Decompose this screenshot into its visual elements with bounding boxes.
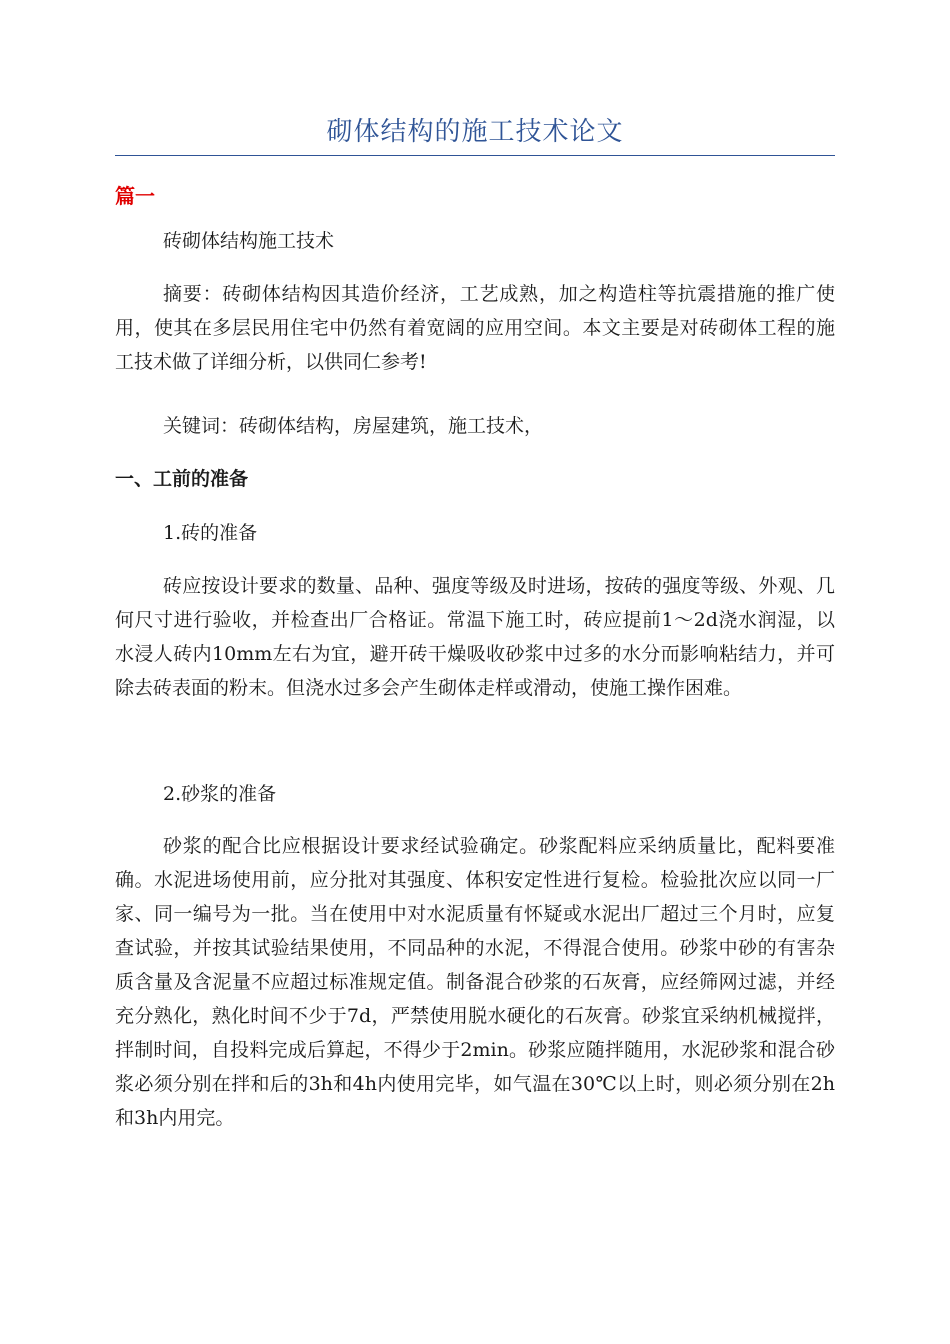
section-heading-1: 一、工前的准备 <box>115 468 249 490</box>
subsection-heading-mortar: 2.砂浆的准备 <box>163 783 277 805</box>
article-title: 砖砌体结构施工技术 <box>163 230 335 252</box>
abstract-paragraph: 摘要：砖砌体结构因其造价经济，工艺成熟，加之构造柱等抗震措施的推广使用，使其在多层民用住宅中仍然有着宽阔的应用空间。本文主要是对砖砌体工程的施工技术做了详细分析，以供同仁参考! <box>115 283 835 373</box>
brick-preparation-paragraph: 砖应按设计要求的数量、品种、强度等级及时进场，按砖的强度等级、外观、几何尺寸进行验收，并检查出厂合格证。常温下施工时，砖应提前1～2d浇水润湿，以水浸人砖内10mm左右为宜，避开砖干燥吸收砂浆中过多的水分而影响粘结力，并可除去砖表面的粉末。但浇水过多会产生砌体走样或滑动，使施工操作困难。 <box>115 575 835 699</box>
subsection-heading-brick: 1.砖的准备 <box>163 522 258 544</box>
document-title: 砌体结构的施工技术论文 <box>326 117 624 147</box>
part-label: 篇一 <box>115 184 155 208</box>
title-underline <box>115 155 835 156</box>
keywords-paragraph: 关键词：砖砌体结构，房屋建筑，施工技术， <box>163 415 544 437</box>
mortar-preparation-paragraph: 砂浆的配合比应根据设计要求经试验确定。砂浆配料应采纳质量比，配料要准确。水泥进场使用前，应分批对其强度、体积安定性进行复检。检验批次应以同一厂家、同一编号为一批。当在使用中对水泥质量有怀疑或水泥出厂超过三个月时，应复查试验，并按其试验结果使用，不同品种的水泥，不得混合使用。砂浆中砂的有害杂质含量及含泥量不应超过标准规定值。制备混合砂浆的石灰膏，应经筛网过滤，并经充分熟化，熟化时间不少于7d，严禁使用脱水硬化的石灰膏。砂浆宜采纳机械搅拌，拌制时间，自投料完成后算起，不得少于2min。砂浆应随拌随用，水泥砂浆和混合砂浆必须分别在拌和后的3h和4h内使用完毕，如气温在30℃以上时，则必须分别在2h和3h内用完。 <box>115 835 835 1129</box>
